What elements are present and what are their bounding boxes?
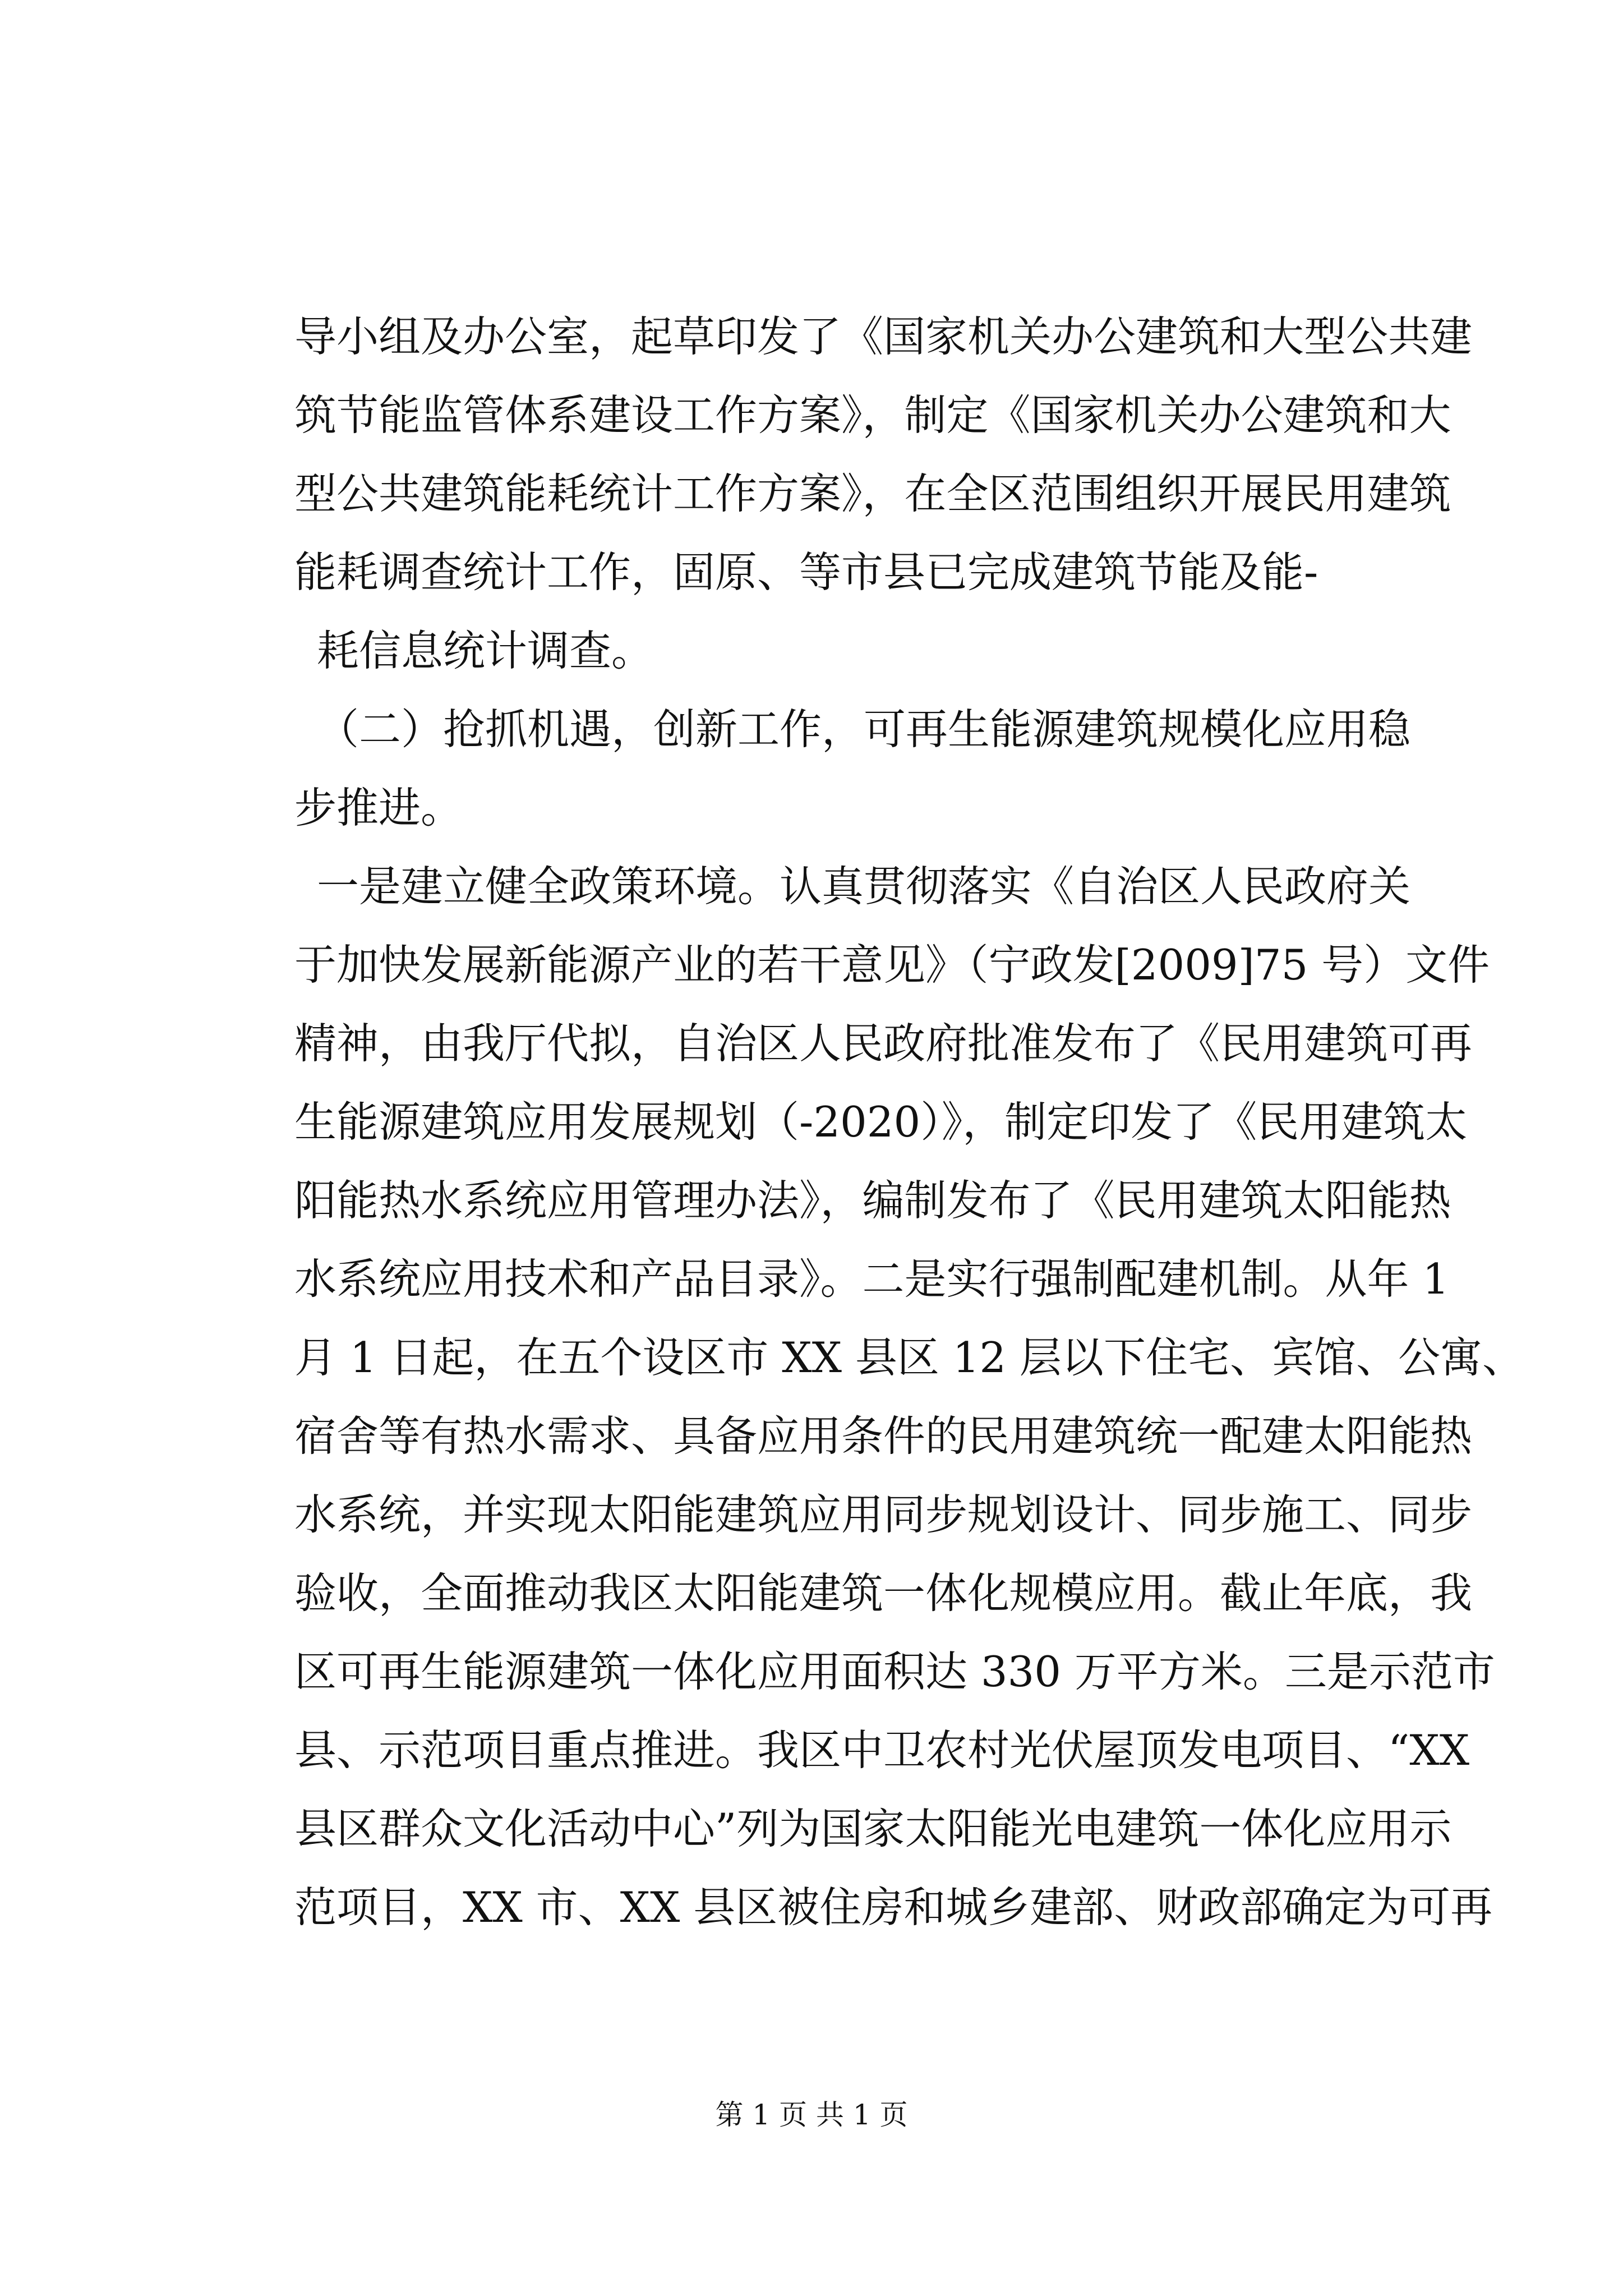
page-footer: 第 1 页 共 1 页 — [715, 2099, 908, 2131]
text-line-5: 耗信息统计调查。 — [317, 626, 654, 675]
text-line-16: 水系统，并实现太阳能建筑应用同步规划设计、同步施工、同步 — [294, 1490, 1473, 1539]
section-heading-line-2: 步推进。 — [294, 783, 463, 832]
text-line-20: 县区群众文化活动中心”列为国家太阳能光电建筑一体化应用示 — [294, 1804, 1452, 1853]
text-line-19: 县、示范项目重点推进。我区中卫农村光伏屋顶发电项目、“XX — [294, 1726, 1470, 1775]
text-line-8: 一是建立健全政策环境。认真贯彻落实《自治区人民政府关 — [317, 862, 1411, 911]
text-line-17: 验收，全面推动我区太阳能建筑一体化规模应用。截止年底，我 — [294, 1568, 1473, 1618]
text-line-15: 宿舍等有热水需求、具备应用条件的民用建筑统一配建太阳能热 — [294, 1411, 1473, 1461]
text-line-12: 阳能热水系统应用管理办法》，编制发布了《民用建筑太阳能热 — [294, 1176, 1451, 1225]
text-line-4: 能耗调查统计工作，固原、等市县已完成建筑节能及能- — [294, 547, 1318, 597]
text-line-2: 筑节能监管体系建设工作方案》，制定《国家机关办公建筑和大 — [294, 390, 1451, 440]
text-line-13: 水系统应用技术和产品目录》。二是实行强制配建机制。从年 1 — [294, 1254, 1450, 1304]
text-line-11: 生能源建筑应用发展规划（-2020）》，制定印发了《民用建筑太 — [294, 1097, 1468, 1147]
section-heading-line-1: （二）抢抓机遇，创新工作，可再生能源建筑规模化应用稳 — [317, 705, 1411, 754]
text-line-10: 精神，由我厅代拟，自治区人民政府批准发布了《民用建筑可再 — [294, 1019, 1473, 1068]
text-line-14: 月 1 日起，在五个设区市 XX 县区 12 层以下住宅、宾馆、公寓、 — [294, 1333, 1524, 1382]
text-line-1: 导小组及办公室，起草印发了《国家机关办公建筑和大型公共建 — [294, 312, 1473, 361]
text-line-3: 型公共建筑能耗统计工作方案》，在全区范围组织开展民用建筑 — [294, 469, 1451, 518]
text-line-9: 于加快发展新能源产业的若干意见》（宁政发[2009]75 号）文件 — [294, 940, 1490, 990]
text-line-18: 区可再生能源建筑一体化应用面积达 330 万平方米。三是示范市 — [294, 1647, 1495, 1696]
text-line-21: 范项目，XX 市、XX 县区被住房和城乡建部、财政部确定为可再 — [294, 1883, 1493, 1932]
